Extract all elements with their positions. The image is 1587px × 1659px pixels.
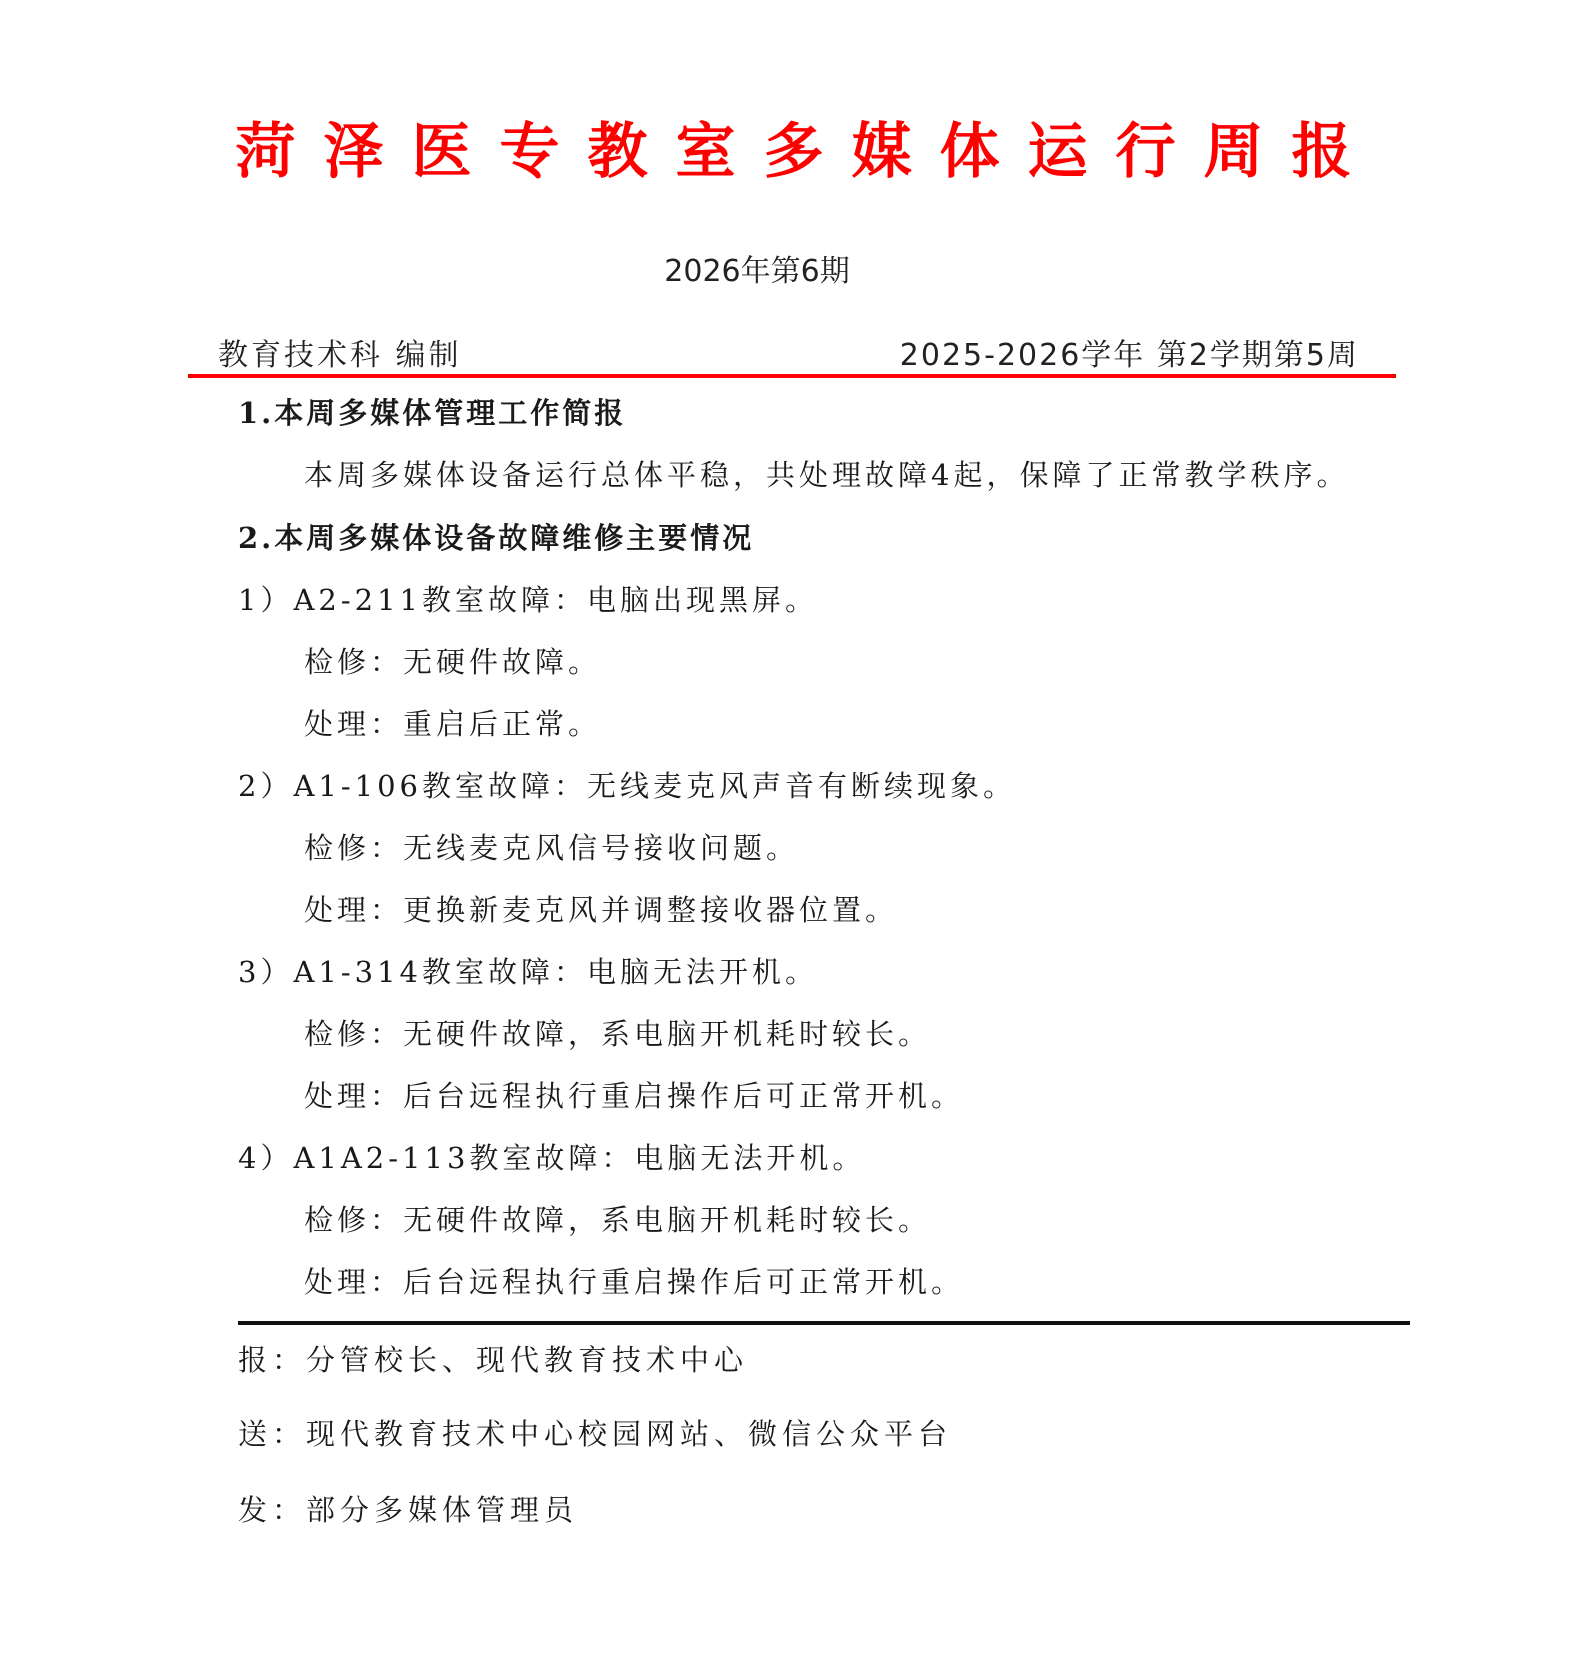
compiler-line: 教育技术科 编制 — [218, 338, 462, 373]
fault-3-handle: 处理：后台远程执行重启操作后可正常开机。 — [304, 1079, 965, 1113]
fault-1-inspect: 检修：无硬件故障。 — [304, 645, 602, 679]
send-to: 送：现代教育技术中心校园网站、微信公众平台 — [238, 1417, 953, 1451]
red-divider — [188, 374, 1396, 378]
fault-3-inspect: 检修：无硬件故障，系电脑开机耗时较长。 — [304, 1017, 932, 1051]
fault-2-title: 2）A1-106教室故障：无线麦克风声音有断续现象。 — [238, 769, 1016, 803]
issue-to: 发：部分多媒体管理员 — [238, 1493, 579, 1527]
document-title: 菏泽医专教室多媒体运行周报 — [235, 117, 1380, 187]
issue-number: 2026年第6期 — [664, 254, 850, 289]
section-2-heading: 2.本周多媒体设备故障维修主要情况 — [238, 521, 755, 555]
fault-4-title: 4）A1A2-113教室故障：电脑无法开机。 — [238, 1141, 866, 1175]
report-to: 报：分管校长、现代教育技术中心 — [238, 1343, 749, 1377]
fault-4-handle: 处理：后台远程执行重启操作后可正常开机。 — [304, 1265, 965, 1299]
section-1-heading: 1.本周多媒体管理工作简报 — [238, 396, 627, 430]
fault-2-handle: 处理：更换新麦克风并调整接收器位置。 — [304, 893, 899, 927]
fault-3-title: 3）A1-314教室故障：电脑无法开机。 — [238, 955, 818, 989]
fault-2-inspect: 检修：无线麦克风信号接收问题。 — [304, 831, 800, 865]
fault-1-handle: 处理：重启后正常。 — [304, 707, 602, 741]
black-divider — [238, 1321, 1410, 1325]
fault-1-title: 1）A2-211教室故障：电脑出现黑屏。 — [238, 583, 818, 617]
fault-4-inspect: 检修：无硬件故障，系电脑开机耗时较长。 — [304, 1203, 932, 1237]
term-week: 2025-2026学年 第2学期第5周 — [899, 338, 1359, 373]
section-1-summary: 本周多媒体设备运行总体平稳，共处理故障4起，保障了正常教学秩序。 — [304, 458, 1350, 492]
